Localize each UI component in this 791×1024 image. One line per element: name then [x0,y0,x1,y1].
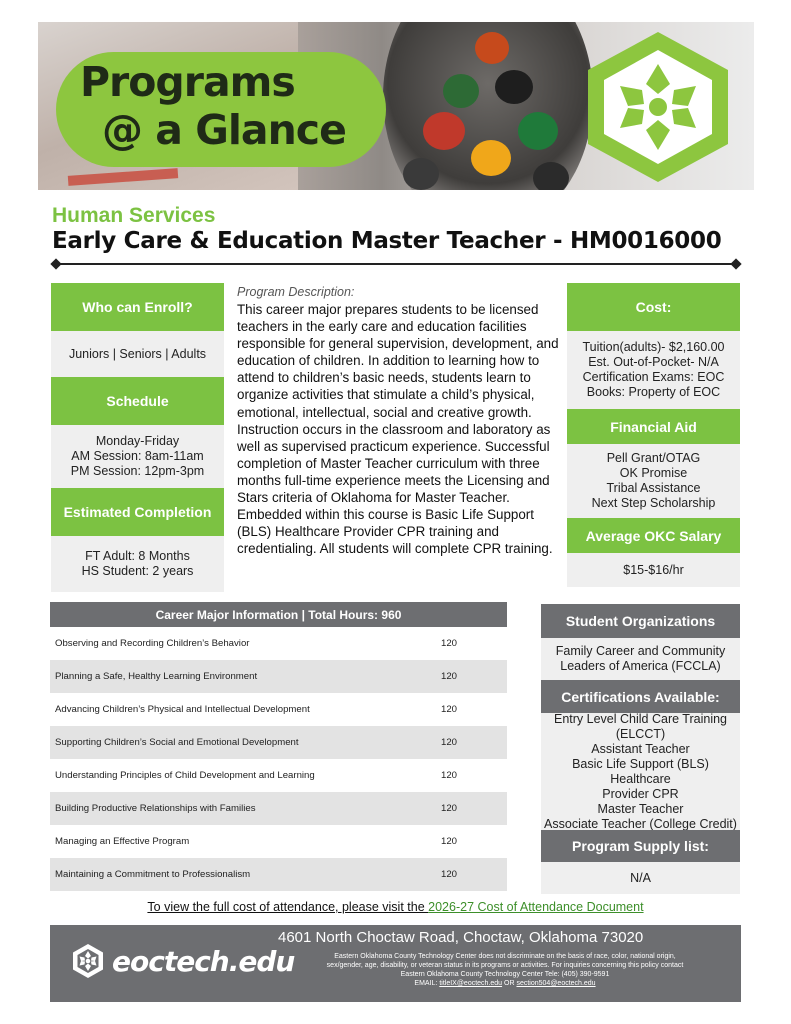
financial-aid-heading: Financial Aid [567,409,740,444]
completion-heading: Estimated Completion [51,488,224,536]
course-name: Observing and Recording Children’s Behavior [55,638,250,649]
aid-line: Tribal Assistance [606,481,701,495]
cert-line: Master Teacher [597,801,684,816]
notice-email-line [274,979,736,988]
completion-line: HS Student: 2 years [81,564,194,578]
notice-line: Eastern Oklahoma County Technology Center Tele: (405) 390-9591 [400,971,610,978]
cert-line: (ELCCT) [615,726,666,741]
course-name: Advancing Children’s Physical and Intellectual Development [55,704,310,715]
enroll-heading: Who can Enroll? [51,283,224,331]
financial-aid-box [567,444,740,518]
completion-line: FT Adult: 8 Months [85,549,190,563]
supply-value: N/A [630,870,651,885]
cert-line: Associate Teacher (College Credit) [544,816,737,831]
supply-list-box [541,862,740,894]
cost-heading: Cost: [567,283,740,331]
aid-line: OK Promise [619,466,688,480]
student-orgs-box [541,638,740,680]
table-header: Career Major Information | Total Hours: 960 [50,602,507,627]
org-line: Leaders of America (FCCLA) [560,659,721,673]
table-row [50,627,507,660]
salary-heading: Average OKC Salary [567,518,740,553]
department-name: Human Services [52,204,216,227]
course-name: Supporting Children’s Social and Emotional Development [55,737,299,748]
schedule-box [51,425,224,488]
cost-line: Est. Out-of-Pocket- N/A [588,355,719,369]
title-ix-email-link[interactable]: titleIX@eoctech.edu [439,980,503,987]
hero-banner [38,22,754,190]
eoc-snowflake-icon [70,943,106,979]
course-name: Planning a Safe, Healthy Learning Environment [55,671,258,682]
cost-line: Books: Property of EOC [586,385,721,399]
cert-line: Assistant Teacher [591,741,690,756]
cert-line: Provider CPR [602,786,679,801]
footer-address: 4601 North Choctaw Road, Choctaw, Oklahoma 73020 [278,929,644,946]
schedule-heading: Schedule [51,377,224,425]
course-hours: 120 [441,836,458,847]
course-hours: 120 [441,671,458,682]
description-label: Program Description: [237,285,355,299]
course-name: Understanding Principles of Child Development and Learning [55,770,315,781]
course-hours: 120 [441,704,458,715]
course-name: Maintaining a Commitment to Professionalism [55,869,251,880]
certifications-box [541,713,740,830]
hero-title-pill [56,52,386,167]
eoc-snowflake-logo-icon [578,28,738,186]
footer-brand [70,943,294,979]
table-row [50,759,507,792]
cost-attendance-line [0,900,791,914]
notice-line: sex/gender, age, disability, or veteran status in its programs or activities. For inquiries concerning this policy contact [326,962,684,969]
aid-line: Next Step Scholarship [591,496,716,510]
email-separator: OR [502,980,517,987]
email-label: EMAIL: [414,980,440,987]
schedule-line: AM Session: 8am-11am [71,449,204,463]
course-hours: 120 [441,803,458,814]
course-hours: 120 [441,638,458,649]
section504-email-link[interactable]: section504@eoctech.edu [516,980,596,987]
course-hours: 120 [441,869,458,880]
course-name: Building Productive Relationships with Families [55,803,256,814]
table-row [50,660,507,693]
table-row [50,858,507,891]
aid-line: Pell Grant/OTAG [606,451,701,465]
completion-box [51,536,224,592]
cert-line: Entry Level Child Care Training [554,711,727,726]
footer-notice [274,952,736,988]
footer [50,925,741,1002]
cost-box [567,331,740,409]
table-row [50,693,507,726]
program-title: Early Care & Education Master Teacher - HM0016000 [52,228,722,254]
course-hours: 120 [441,770,458,781]
crayon-jar-image [383,22,593,190]
cost-line: Tuition(adults)- $2,160.00 [582,340,725,354]
hero-title-line2: @ a Glance [102,106,346,154]
hero-title-line1: Programs [80,58,295,106]
course-hours: 120 [441,737,458,748]
student-orgs-heading: Student Organizations [541,604,740,638]
table-row [50,726,507,759]
schedule-line: Monday-Friday [95,434,180,448]
org-line: Family Career and Community [555,644,726,658]
enroll-box [51,331,224,377]
table-row [50,792,507,825]
cost-line: Certification Exams: EOC [582,370,725,384]
table-row [50,825,507,858]
cert-line: Basic Life Support (BLS) Healthcare [572,756,709,786]
schedule-line: PM Session: 12pm-3pm [70,464,205,478]
salary-box [567,553,740,587]
course-name: Managing an Effective Program [55,836,190,847]
footer-brand-text: eoctech.edu [112,944,295,978]
salary-value: $15-$16/hr [623,562,684,577]
certifications-heading: Certifications Available: [541,680,740,713]
program-description: This career major prepares students to be licensed teachers in the early care and education facilities responsible for general supervision, development, and education of children. In addition to learning how to attend to children’s basic needs, students learn to organize activities that stimulate a child’s physical, emotional, intellectual, social and creative growth. Instruction occurs in the classroom and laboratory as well as supervised practicum experience. Successful completion of Master Teacher curriculum with three months full-time experience meets the Licensing and Stars criteria of Oklahoma for Master Teacher. Embedded within this course is Basic Life Support (BLS) Healthcare Provider CPR training and credentialing. All students will complete CPR training. [237,302,559,557]
cost-link-prefix: To view the full cost of attendance, please visit the [147,900,429,914]
supply-list-heading: Program Supply list: [541,830,740,862]
notice-line: Eastern Oklahoma County Technology Center does not discriminate on the basis of race, color, national origin, [334,953,676,960]
cost-attendance-link[interactable]: 2026-27 Cost of Attendance Document [428,900,644,914]
career-major-table [50,602,507,891]
enroll-value: Juniors | Seniors | Adults [68,346,207,361]
title-divider [56,263,736,265]
